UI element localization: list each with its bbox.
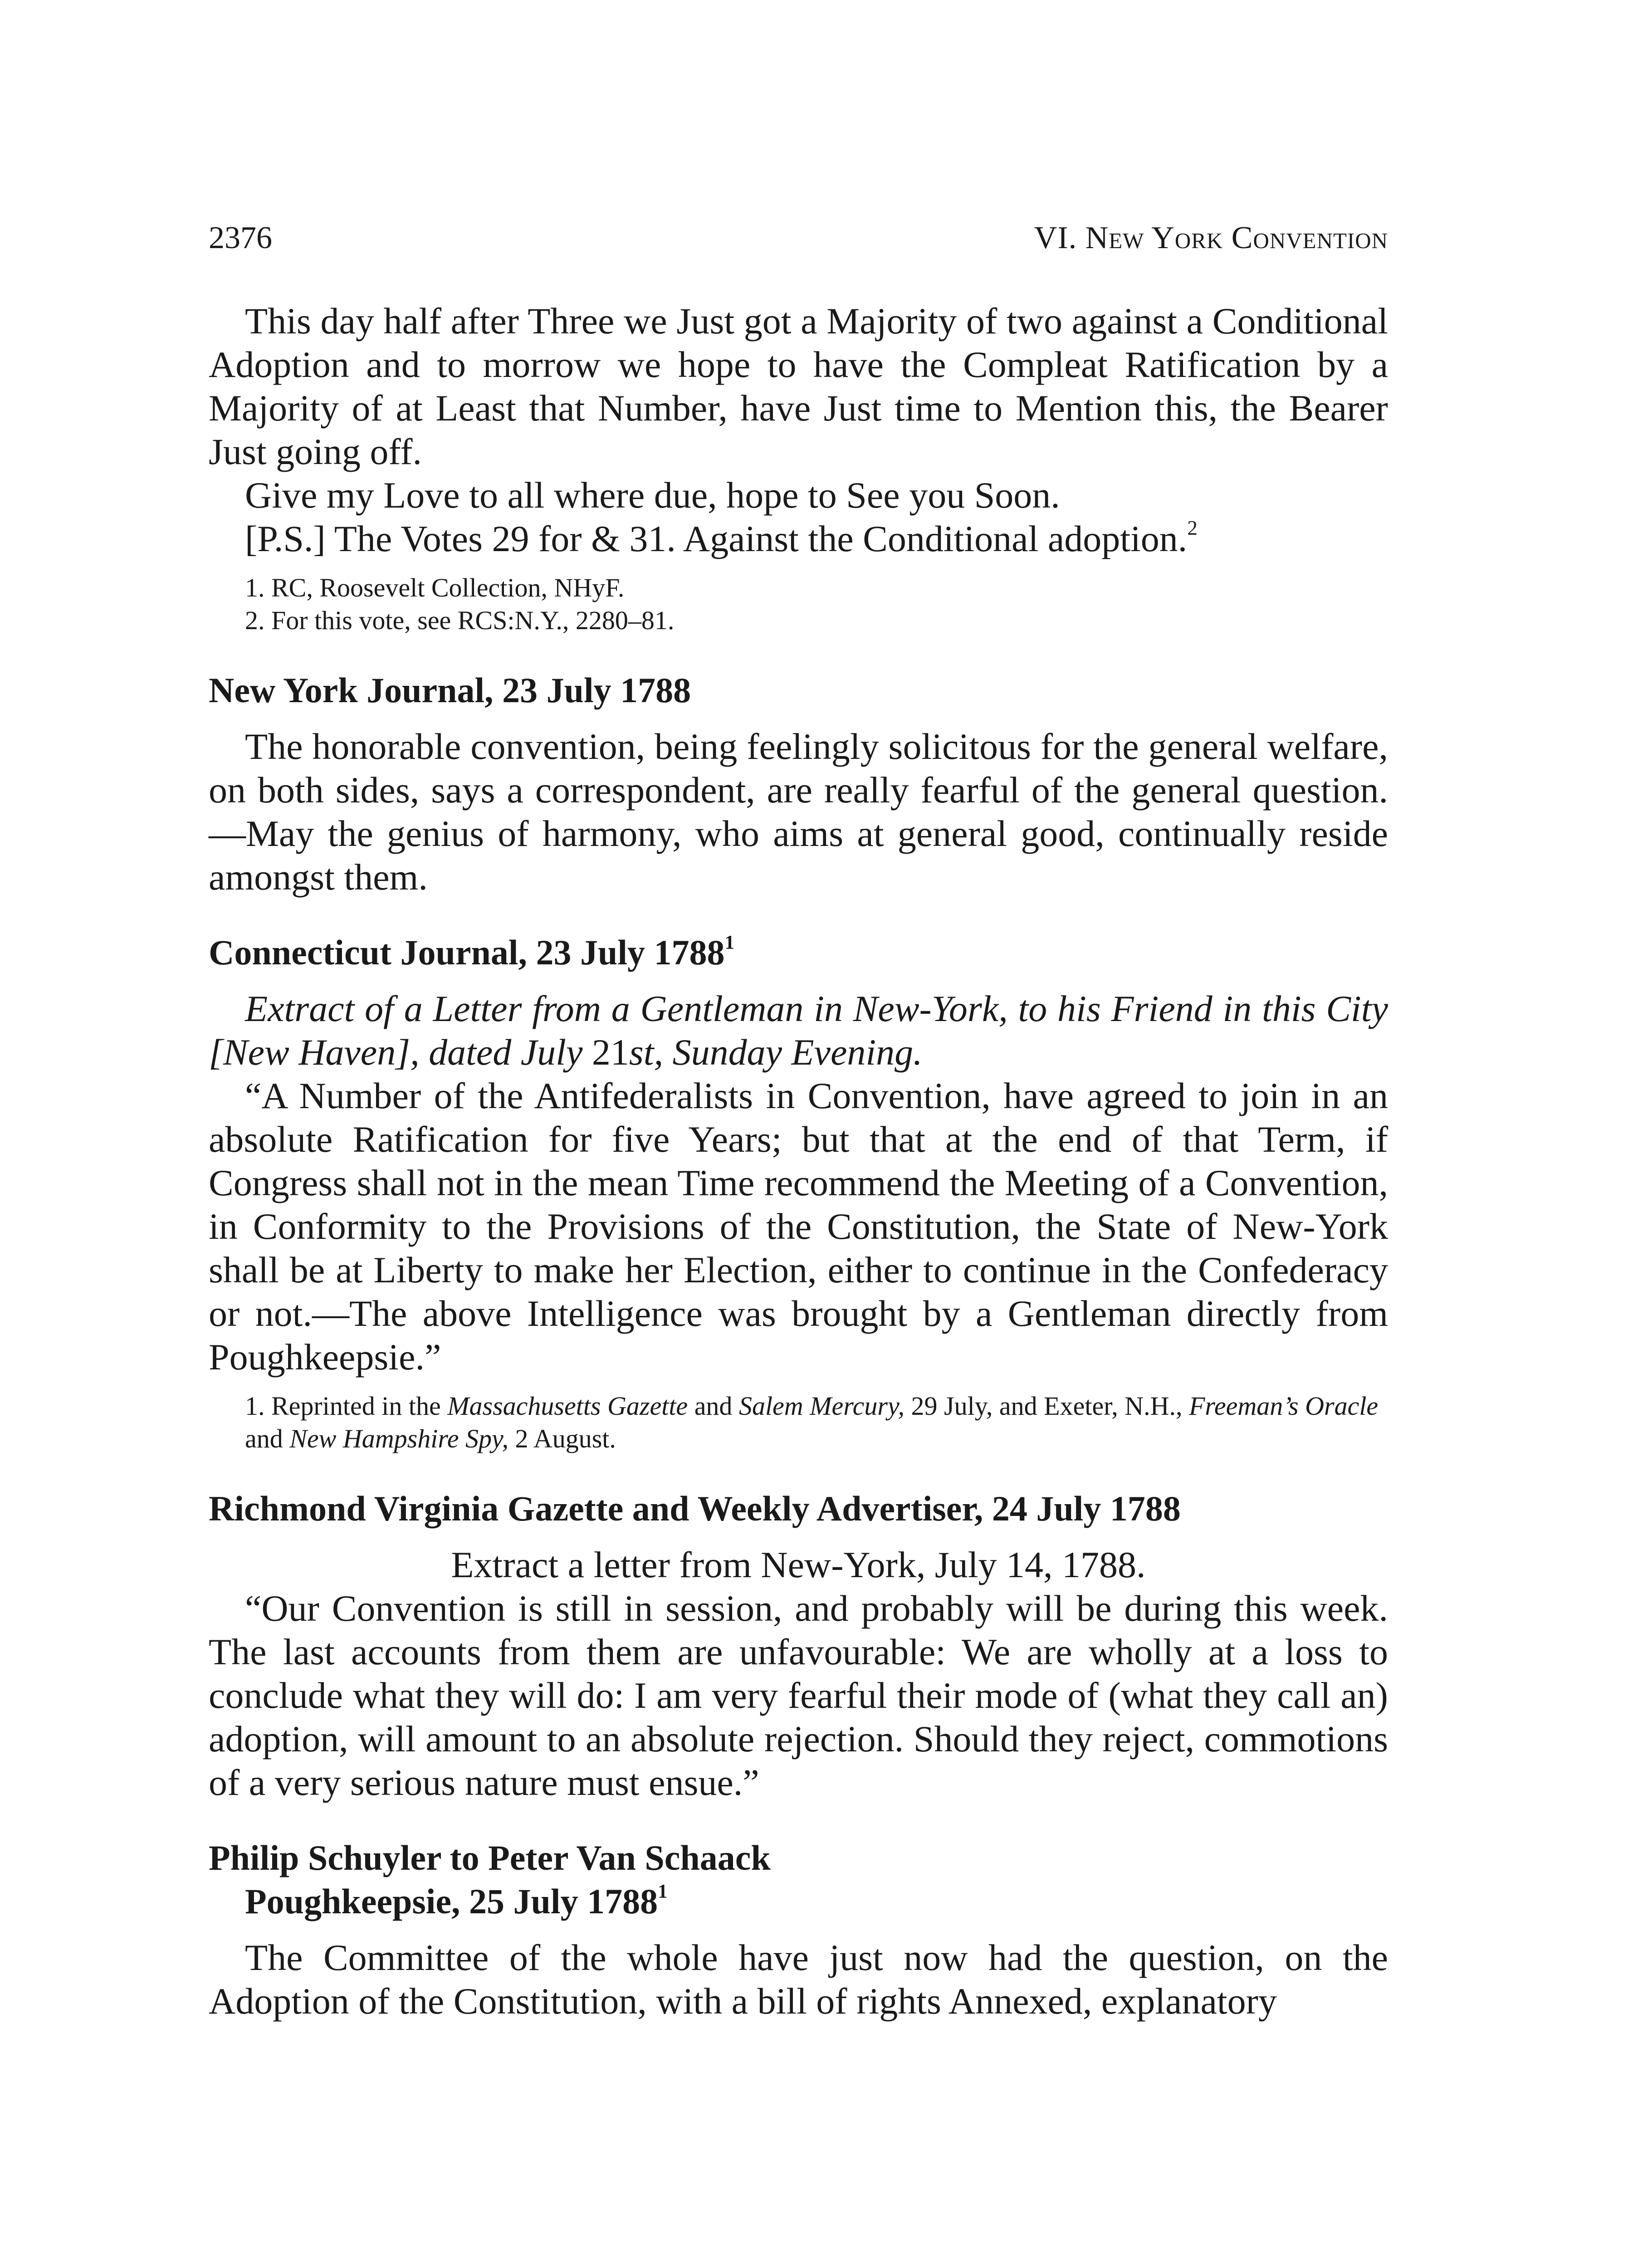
extract-intro-date: 21 <box>592 1031 629 1073</box>
footnote-marker: 1 <box>724 932 735 953</box>
footnote-marker: 2 <box>1187 516 1198 539</box>
section-new-york-journal <box>209 669 1388 899</box>
footnotes <box>209 572 1388 637</box>
page-number: 2376 <box>209 220 272 255</box>
footnote-text: and <box>688 1391 739 1421</box>
letter-closing: Give my Love to all where due, hope to See you Soon. <box>245 474 1060 516</box>
footnote: 2. For this vote, see RCS:N.Y., 2280–81. <box>245 606 675 635</box>
footnote-text: 2 August. <box>508 1424 616 1453</box>
section-heading: New York Journal, 23 July 1788 <box>209 670 691 710</box>
section-paragraph: “Our Convention is still in session, and probably will be during this week. The last accounts from them are unfavourable: We are wholly at a loss to conclude what they will do: I am very fearful their mode of (what they call an) adoption, will amount to an absolute rejection. Should they reject, commotions of a very serious nature must ensue.” <box>209 1588 1388 1803</box>
dateline: Extract a letter from New-York, July 14, 1788. <box>451 1544 1146 1585</box>
footnote <box>209 1390 1388 1455</box>
footnote-text: and <box>245 1424 290 1453</box>
postscript-text: [P.S.] The Votes 29 for & 31. Against the Conditional adoption. <box>245 518 1188 559</box>
section-paragraph: The Committee of the whole have just now had the question, on the Adoption of the Constitution, with a bill of rights Annexed, explanatory <box>209 1937 1388 2022</box>
section-richmond-virginia-gazette <box>209 1487 1388 1804</box>
section-paragraph: “A Number of the Antifederalists in Convention, have agreed to join in an absolute Ratification for five Years; but that at the end of that Term, if Congress shall not in the mean Time recommend the Meeting of a Convention, in Conformity to the Provisions of the Constitution, the State of New-York shall be at Liberty to make her Election, either to continue in the Confederacy or not.—The above Intelligence was brought by a Gentleman directly from Poughkeepsie.” <box>209 1075 1388 1378</box>
heading-text: Connecticut Journal, 23 July 1788 <box>209 933 725 972</box>
extract-intro <box>209 987 1388 1074</box>
section-heading: Philip Schuyler to Peter Van Schaack <box>209 1838 771 1877</box>
section-heading: Richmond Virginia Gazette and Weekly Advertiser, 24 July 1788 <box>209 1489 1181 1528</box>
footnotes <box>209 1390 1388 1455</box>
section-subheading <box>209 1880 1388 1923</box>
footnote-title: New Hampshire Spy, <box>289 1424 509 1453</box>
footnote-text: 1. Reprinted in the <box>245 1391 448 1421</box>
section-heading <box>209 931 1388 974</box>
section-connecticut-journal <box>209 931 1388 1455</box>
running-head: VI. New York Convention <box>1034 220 1388 255</box>
letter-postscript <box>209 517 1388 561</box>
letter-paragraph: This day half after Three we Just got a Majority of two against a Conditional Adoption and to morrow we hope to have the Compleat Ratification by a Majority of at Least that Number, have Just time to Mention this, the Bearer Just going off. <box>209 300 1388 472</box>
page-header <box>209 218 1388 259</box>
footnote-text: 29 July, and Exeter, N.H., <box>905 1391 1189 1421</box>
footnote-title: Freeman’s Oracle <box>1188 1391 1379 1421</box>
section-schuyler-letter <box>209 1836 1388 2023</box>
extract-intro-text: Extract of a Letter from a Gentleman in New-York, to his Friend in this City [New Haven], dated July <box>209 988 1388 1073</box>
footnote: 1. RC, Roosevelt Collection, NHyF. <box>245 573 625 602</box>
footnote-title: Salem Mercury, <box>738 1391 905 1421</box>
subheading-text: Poughkeepsie, 25 July 1788 <box>245 1882 658 1921</box>
footnote-marker: 1 <box>658 1881 668 1902</box>
footnote-title: Massachusetts Gazette <box>447 1391 688 1421</box>
page-body <box>209 299 1388 2023</box>
section-paragraph: The honorable convention, being feelingly solicitous for the general welfare, on both sides, says a correspondent, are really fearful of the general question.—May the genius of harmony, who aims at general good, continually reside amongst them. <box>209 726 1388 898</box>
extract-intro-end: st, Sunday Evening. <box>629 1031 923 1073</box>
